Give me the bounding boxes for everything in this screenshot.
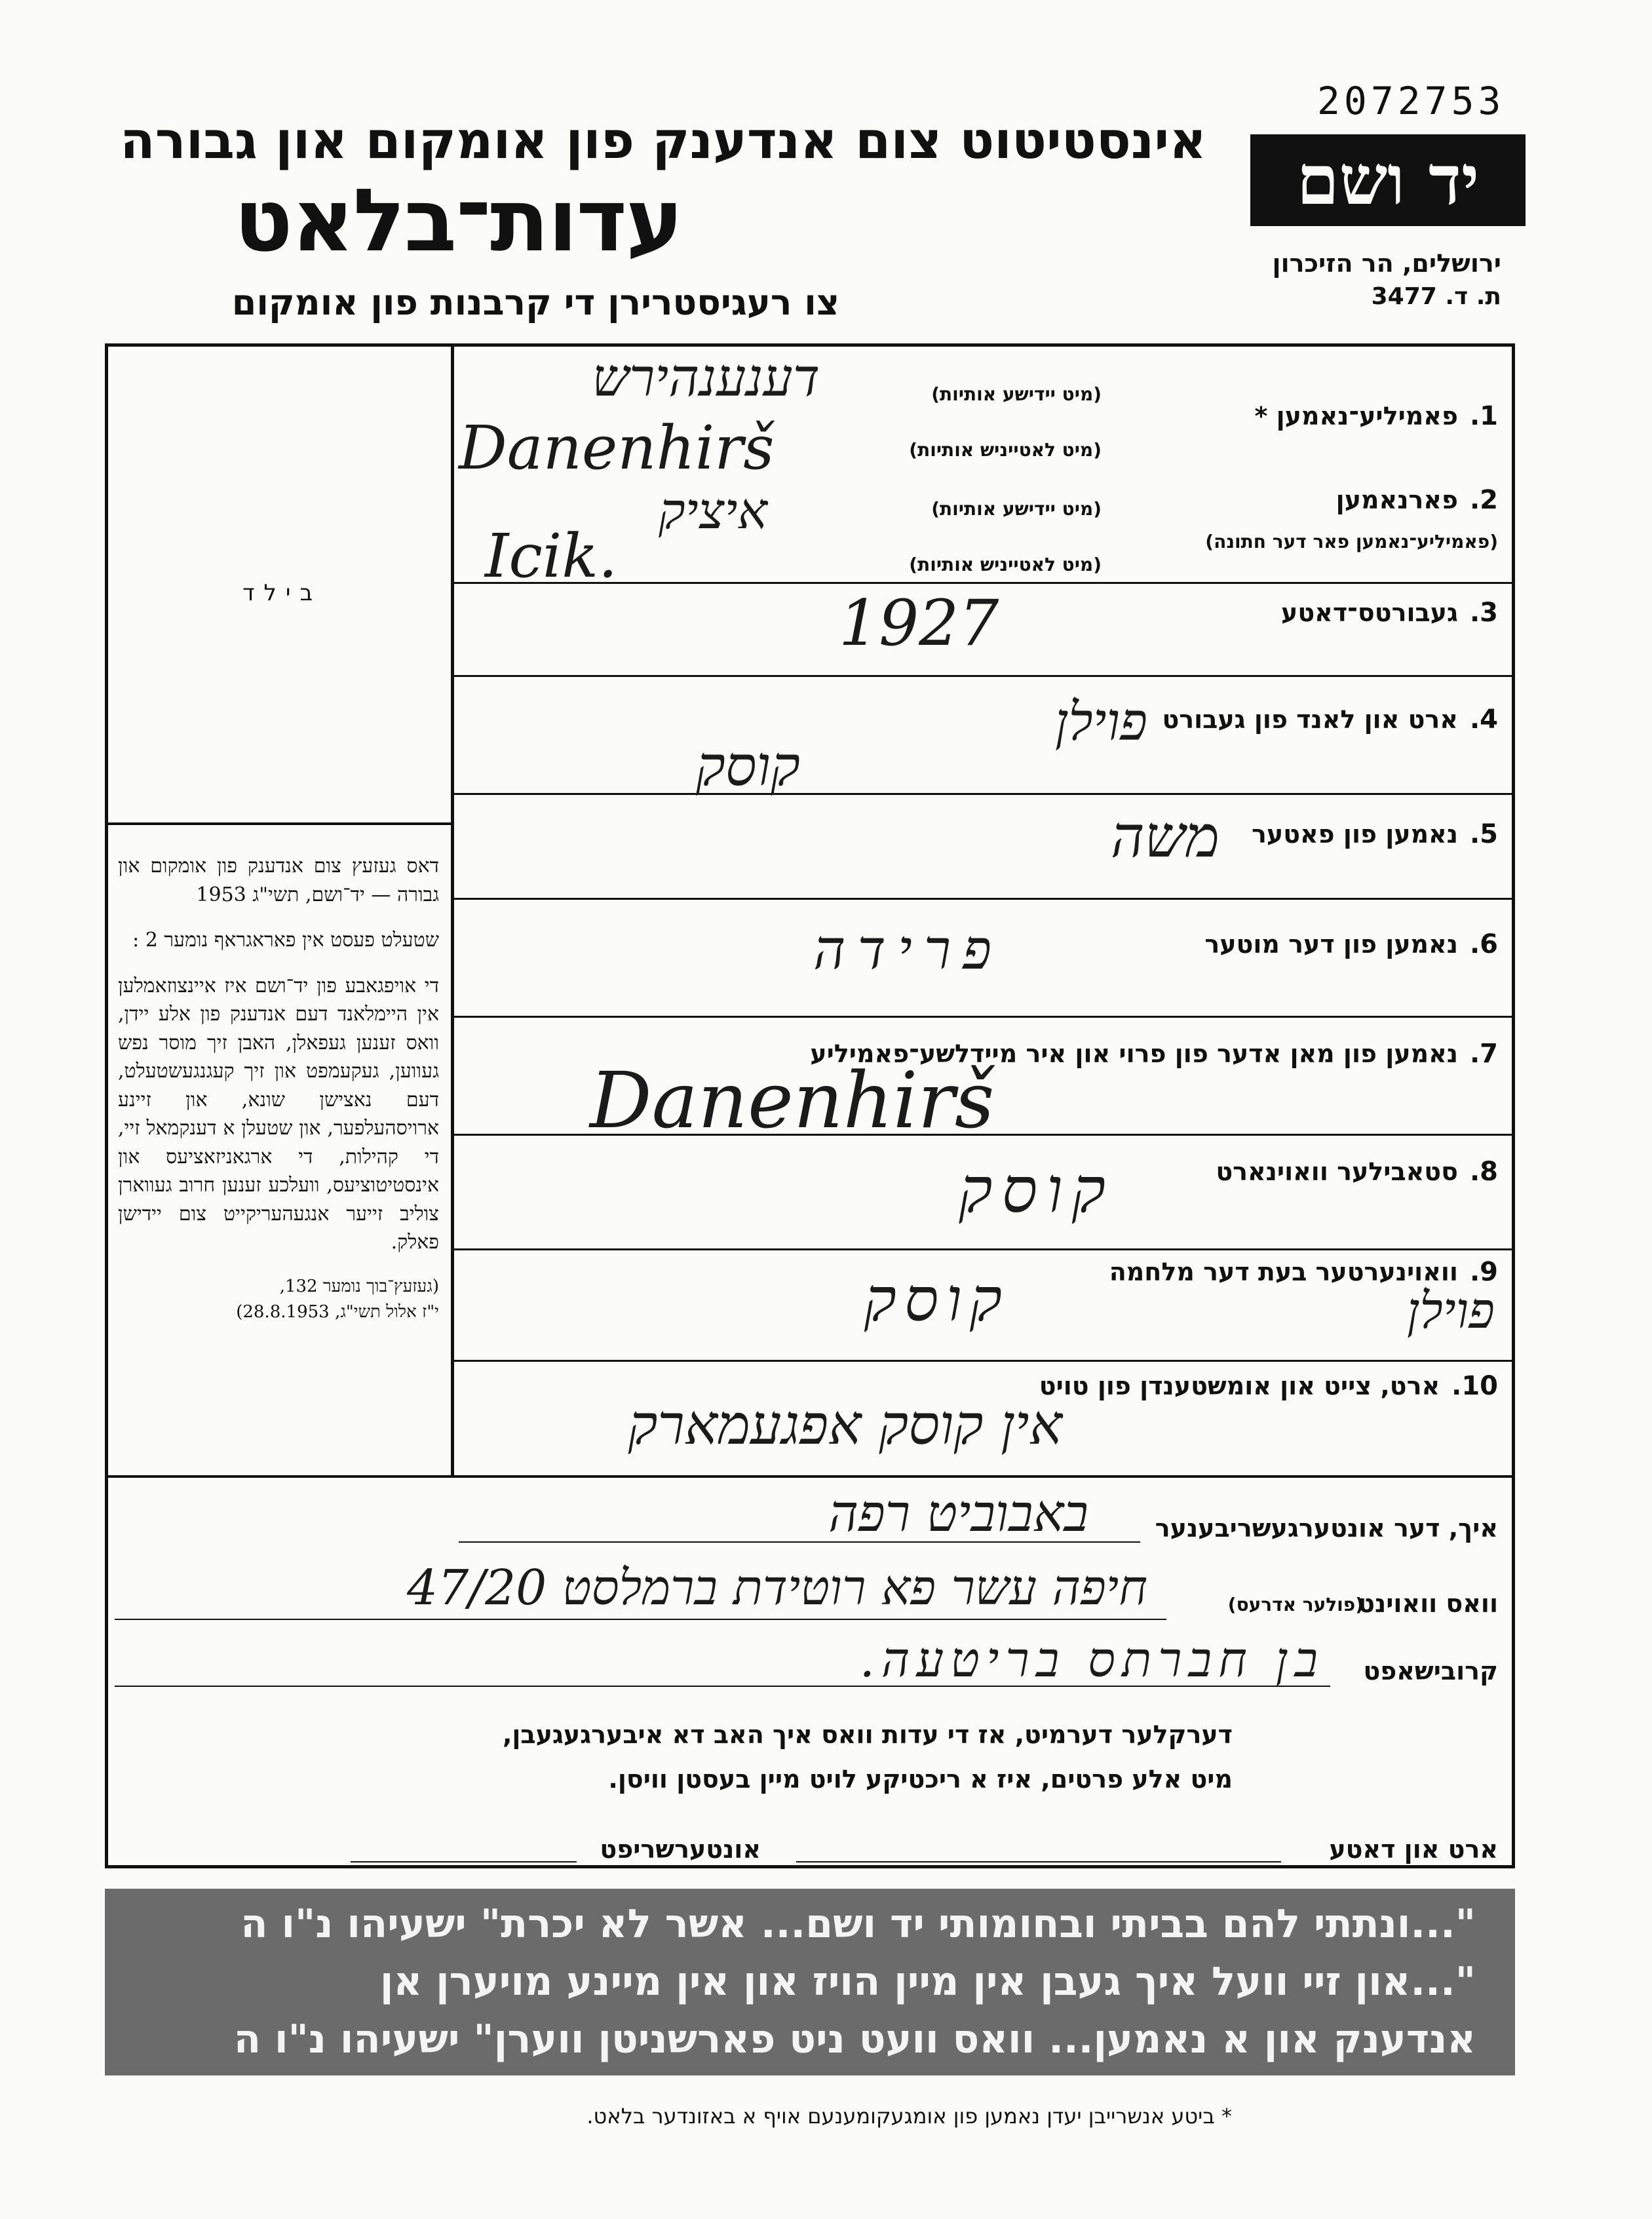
row-divider <box>452 1360 1515 1362</box>
legal-notice <box>118 852 439 1325</box>
signer-value[interactable]: באבוביט רפה <box>828 1484 1088 1543</box>
notice-paragraph: דאס געזעץ צום אנדענק פון אומקום און גבורה — יד־ושם, תשי"ג 1953 <box>118 855 439 906</box>
form-title: עדות־בלאט <box>234 170 682 271</box>
address-hint: (פולער אדרעס) <box>1227 1594 1364 1615</box>
field-2-sub-label: (פאמיליע־נאמען פאר דער חתונה) <box>1205 531 1498 552</box>
field-10-label: 10.ארט, צייט און אומשטענדן פון טויט <box>1039 1371 1498 1401</box>
signature-label: אונטערשריפט <box>600 1835 761 1864</box>
notice-citation: י"ז אלול תשי"ג, 28.8.1953) <box>236 1302 439 1322</box>
field-2-value-yiddish[interactable]: איציק <box>659 482 767 540</box>
notice-paragraph: די אויפגאבע פון יד־ושם איז איינצוזאמלען אין היימלאנד דעם אנדענק פון אלע יידן, וואס זענען געפאלן, האבן זיך מוסר נפש געווען, געקעמפט און זיך קעגנגעשטעלט, דעם נאצישן שונא, און זיינע ארויסהעלפער, און שטעלן א דענקמאל זיי, די קהילות, די ארגאניזאציעס און אינסטיטוציעס, וועלכע זענען חרוב געווארן צוליב זייער אנגעהעריקייט צום יידישן פאלק. <box>118 974 439 1254</box>
field-6-value[interactable]: פרידה <box>813 917 1003 982</box>
field-5-label: 5.נאמען פון פאטער <box>1252 819 1498 849</box>
field-8-value[interactable]: קוסק <box>959 1153 1115 1227</box>
scripture-banner <box>105 1889 1515 2075</box>
place-date-label: ארט און דאטע <box>1329 1835 1498 1864</box>
notice-citation: (געזעץ־בוך נומער 132, <box>279 1276 439 1296</box>
field-1-sub-latin: (מיט לאטייניש אותיות) <box>909 439 1102 461</box>
declaration-line-2: מיט אלע פרטים, איז א ריכטיקע לויט מיין בעסטן וויסן. <box>608 1765 1233 1794</box>
field-1-value-latin[interactable]: Danenhirš <box>459 413 775 483</box>
field-2-sub-latin: (מיט לאטייניש אותיות) <box>909 554 1102 575</box>
signature-line[interactable] <box>351 1861 577 1862</box>
row-divider <box>452 1016 1515 1018</box>
banner-line: אנדענק און א נאמען... וואס וועט ניט פארשניטן ווערן" ישעיהו נ"ו ה <box>233 2016 1476 2062</box>
institution-name: אינסטיטוט צום אנדענק פון אומקום און גבורה <box>120 111 1206 170</box>
field-2-label: 2.פארנאמען <box>1335 485 1498 515</box>
field-1-value-yiddish[interactable]: דענענהירש <box>592 347 820 408</box>
picture-box-divider <box>105 822 452 825</box>
row-divider <box>452 1248 1515 1250</box>
field-9-value-country[interactable]: פוילן <box>1406 1281 1495 1340</box>
notice-paragraph: שטעלט פעסט אין פאראגראף נומער 2 : <box>132 929 439 952</box>
row-divider <box>452 675 1515 677</box>
footnote: * ביטע אנשרייבן יעדן נאמען פון אומגעקומענעם אויף א באזונדער בלאט. <box>586 2104 1232 2129</box>
address-line-2: ת. ד. 3477 <box>1371 283 1501 310</box>
relation-label: קרובישאפט <box>1363 1657 1498 1686</box>
yad-vashem-logo: יד ושם <box>1250 134 1526 226</box>
field-7-value[interactable]: Danenhirš <box>590 1055 995 1146</box>
banner-line: "...און זיי וועל איך געבן אין מיין הויז און אין מיינע מויערן אן <box>379 1959 1476 2005</box>
field-3-value[interactable]: 1927 <box>839 587 999 660</box>
declaration-line-1: דערקלער דערמיט, אז די עדות וואס איך האב דא איבערגעגעבן, <box>502 1720 1233 1749</box>
field-1-label: 1.פאמיליע־נאמען * <box>1254 401 1498 431</box>
row-divider <box>452 898 1515 900</box>
address-underline <box>115 1619 1166 1620</box>
column-divider <box>451 343 454 1477</box>
row-divider <box>452 793 1515 795</box>
address-label: וואס וואוינט <box>1358 1589 1498 1618</box>
form-subtitle: צו רעגיסטרירן די קרבנות פון אומקום <box>231 282 839 323</box>
fields-bottom-divider <box>105 1475 1515 1478</box>
field-3-label: 3.געבורטס־דאטע <box>1281 598 1498 628</box>
signer-label: איך, דער אונטערגעשריבענער <box>1155 1514 1498 1543</box>
field-6-label: 6.נאמען פון דער מוטער <box>1204 929 1498 959</box>
place-date-line[interactable] <box>796 1861 1281 1862</box>
picture-box-label: בילד <box>242 580 322 606</box>
field-9-value-city[interactable]: קוסק <box>864 1265 1010 1335</box>
field-8-label: 8.סטאבילער וואוינארט <box>1216 1157 1498 1187</box>
address-value[interactable]: חיפה עשר פא רוטידת ברמלסט 47/20 <box>407 1560 1147 1616</box>
field-9-label: 9.וואוינערטער בעת דער מלחמה <box>1109 1257 1498 1287</box>
field-7-label: 7.נאמען פון מאן אדער פון פרוי און איר מיידלשע־פאמיליע <box>810 1039 1498 1069</box>
banner-line: "...ונתתי להם בביתי ובחומותי יד ושם... אשר לא יכרת" ישעיהו נ"ו ה <box>240 1901 1476 1947</box>
field-2-value-latin[interactable]: Icik. <box>485 521 618 591</box>
field-4-label: 4.ארט און לאנד פון געבורט <box>1162 704 1498 735</box>
relation-value[interactable]: בן חברתס בריטעה. <box>859 1632 1324 1688</box>
field-4-value-country[interactable]: פוילן <box>1054 691 1147 752</box>
serial-number: 2072753 <box>1317 79 1505 123</box>
field-10-value[interactable]: אין קוסק אפגעמארק <box>628 1393 1062 1457</box>
field-2-sub-yiddish: (מיט יידישע אותיות) <box>931 498 1102 520</box>
field-4-value-city[interactable]: קוסק <box>695 734 800 798</box>
address-line-1: ירושלים, הר הזיכרון <box>1272 249 1501 278</box>
field-5-value[interactable]: משה <box>1110 803 1220 870</box>
field-1-sub-yiddish: (מיט יידישע אותיות) <box>931 383 1102 405</box>
